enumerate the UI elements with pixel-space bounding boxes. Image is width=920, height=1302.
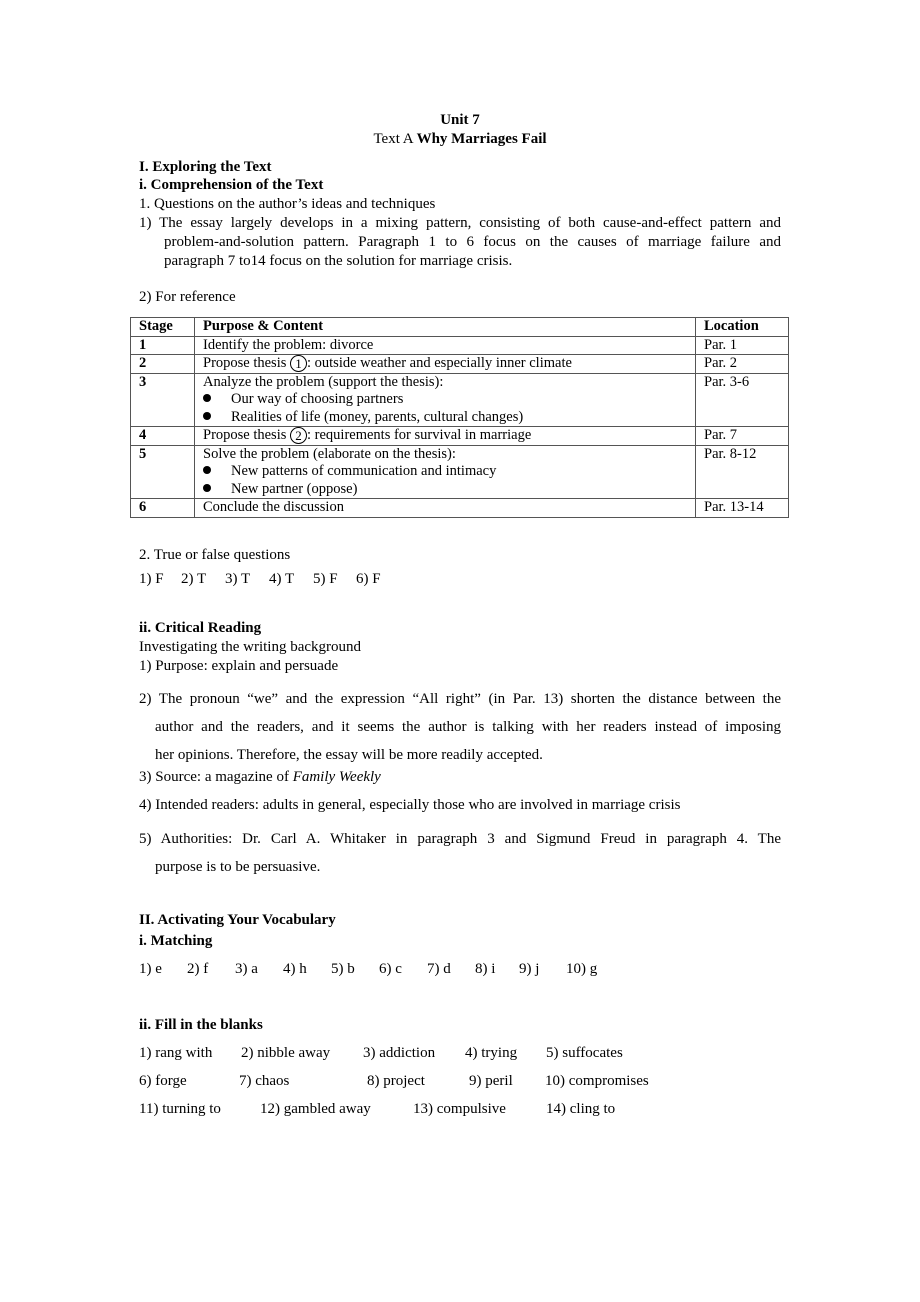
unit-title: Unit 7: [440, 112, 480, 128]
circled-number: 2: [290, 427, 307, 444]
subsection-heading: ii. Critical Reading: [139, 620, 262, 636]
matching-answer: 1) e: [139, 961, 162, 977]
tf-answer: 3) T: [225, 571, 251, 587]
matching-answer: 10) g: [566, 961, 598, 977]
tf-heading: 2. True or false questions: [139, 547, 291, 563]
fill-answer: 11) turning to: [139, 1101, 221, 1117]
answer-line: 1) The essay largely develops in a mixing pattern, consisting of both cause-and-effect pattern and: [139, 215, 781, 231]
content-cell: [195, 373, 696, 427]
fill-answer: 14) cling to: [546, 1101, 616, 1117]
content-cell: Conclude the discussion: [195, 499, 696, 518]
fill-answer: 4) trying: [465, 1045, 518, 1061]
bullet-text: Realities of life (money, parents, cultural changes): [231, 408, 524, 425]
critical-line: 5) Authorities: Dr. Carl A. Whitaker in paragraph 3 and Sigmund Freud in paragraph 4. The: [139, 831, 781, 847]
text-title: [0, 131, 920, 148]
fill-answers-row: [139, 1045, 623, 1062]
location-cell: Par. 13-14: [696, 499, 789, 518]
critical-item: 1) Purpose: explain and persuade: [139, 658, 339, 674]
tf-answer: 2) T: [181, 571, 207, 587]
circled-number: 1: [290, 355, 307, 372]
section-heading: I. Exploring the Text: [139, 159, 272, 175]
matching-answer: 4) h: [283, 961, 307, 977]
matching-answer: 7) d: [427, 961, 451, 977]
matching-answer: 6) c: [379, 961, 402, 977]
column-header: Stage: [131, 318, 195, 337]
magazine-name: Family Weekly: [292, 769, 381, 785]
fill-answer: 6) forge: [139, 1073, 187, 1089]
column-header: Purpose & Content: [195, 318, 696, 337]
critical-line: author and the readers, and it seems the author is talking with her readers instead of imposing: [155, 719, 781, 735]
subsection-heading: i. Comprehension of the Text: [139, 177, 324, 193]
fill-answer: 12) gambled away: [260, 1101, 371, 1117]
answer-line: problem-and-solution pattern. Paragraph 1 to 6 focus on the causes of marriage failure and: [164, 234, 781, 250]
content-text: : outside weather and especially inner climate: [307, 355, 572, 371]
reference-table: [130, 317, 789, 518]
table-row: [131, 373, 789, 427]
fill-answer: 5) suffocates: [546, 1045, 623, 1061]
content-cell: [195, 355, 696, 374]
fill-answer: 9) peril: [469, 1073, 513, 1089]
essay-title: Why Marriages Fail: [416, 131, 547, 147]
section-heading: II. Activating Your Vocabulary: [139, 912, 336, 928]
stage-cell: 3: [131, 373, 195, 427]
answer-line: paragraph 7 to14 focus on the solution for marriage crisis.: [164, 253, 513, 269]
fill-answer: 8) project: [367, 1073, 425, 1089]
table-row: [131, 445, 789, 499]
tf-answer: 4) T: [269, 571, 295, 587]
question-heading: 1. Questions on the author’s ideas and techniques: [139, 196, 436, 212]
matching-answer: 5) b: [331, 961, 355, 977]
table-header-row: [131, 318, 789, 337]
content-text: Propose thesis: [203, 427, 290, 443]
subsection-heading: i. Matching: [139, 933, 213, 949]
stage-cell: 6: [131, 499, 195, 518]
fill-answer: 13) compulsive: [413, 1101, 506, 1117]
critical-item: [139, 685, 781, 769]
location-cell: Par. 8-12: [696, 445, 789, 499]
content-text: Analyze the problem (support the thesis):: [203, 373, 444, 390]
bullet-text: Our way of choosing partners: [231, 391, 404, 407]
critical-item: [139, 825, 781, 881]
tf-answer: 1) F: [139, 571, 164, 587]
tf-answer: 6) F: [356, 571, 381, 587]
matching-answer: 9) j: [519, 961, 540, 977]
bullet-item: [203, 481, 695, 499]
critical-intro: Investigating the writing background: [139, 639, 362, 655]
subsection-heading: ii. Fill in the blanks: [139, 1017, 263, 1033]
fill-answer: 1) rang with: [139, 1045, 213, 1061]
location-cell: Par. 7: [696, 427, 789, 446]
bullet-item: [203, 463, 695, 481]
column-header: Location: [696, 318, 789, 337]
bullet-item: [203, 409, 695, 427]
fill-answer: 2) nibble away: [241, 1045, 331, 1061]
stage-cell: 2: [131, 355, 195, 374]
tf-answers: [139, 571, 381, 588]
fill-answer: 10) compromises: [545, 1073, 649, 1089]
bullet-icon: [203, 412, 211, 420]
matching-answer: 3) a: [235, 961, 258, 977]
fill-answers-row: [139, 1073, 649, 1090]
content-cell: [195, 445, 696, 499]
location-cell: Par. 3-6: [696, 373, 789, 427]
bullet-icon: [203, 484, 211, 492]
table-row: [131, 427, 789, 446]
content-cell: [195, 427, 696, 446]
critical-line: her opinions. Therefore, the essay will be more readily accepted.: [155, 747, 543, 763]
stage-cell: 1: [131, 336, 195, 355]
reference-heading: 2) For reference: [139, 289, 236, 305]
critical-text: 3) Source: a magazine of: [139, 769, 293, 785]
content-cell: Identify the problem: divorce: [195, 336, 696, 355]
critical-item: 4) Intended readers: adults in general, especially those who are involved in marriage crisis: [139, 797, 681, 813]
content-text: Propose thesis: [203, 355, 290, 371]
bullet-icon: [203, 466, 211, 474]
content-text: Solve the problem (elaborate on the thesis):: [203, 445, 456, 462]
table-row: [131, 355, 789, 374]
bullet-item: [203, 391, 695, 409]
table-row: [131, 499, 789, 518]
fill-answer: 7) chaos: [239, 1073, 290, 1089]
critical-line: 2) The pronoun “we” and the expression “All right” (in Par. 13) shorten the distance between the: [139, 691, 781, 707]
text-prefix: Text A: [373, 131, 417, 147]
bullet-text: New partner (oppose): [231, 480, 358, 497]
stage-cell: 4: [131, 427, 195, 446]
table-row: [131, 336, 789, 355]
critical-item: [139, 769, 381, 786]
stage-cell: 5: [131, 445, 195, 499]
tf-answer: 5) F: [313, 571, 338, 587]
matching-answer: 2) f: [187, 961, 209, 977]
critical-line: purpose is to be persuasive.: [155, 859, 321, 875]
location-cell: Par. 1: [696, 336, 789, 355]
matching-answer: 8) i: [475, 961, 496, 977]
bullet-icon: [203, 394, 211, 402]
matching-answers: [139, 961, 597, 978]
fill-answer: 3) addiction: [363, 1045, 436, 1061]
fill-answers-row: [139, 1101, 615, 1118]
bullet-text: New patterns of communication and intimacy: [231, 463, 497, 479]
answer-paragraph: [139, 214, 781, 271]
location-cell: Par. 2: [696, 355, 789, 374]
content-text: : requirements for survival in marriage: [307, 427, 532, 443]
